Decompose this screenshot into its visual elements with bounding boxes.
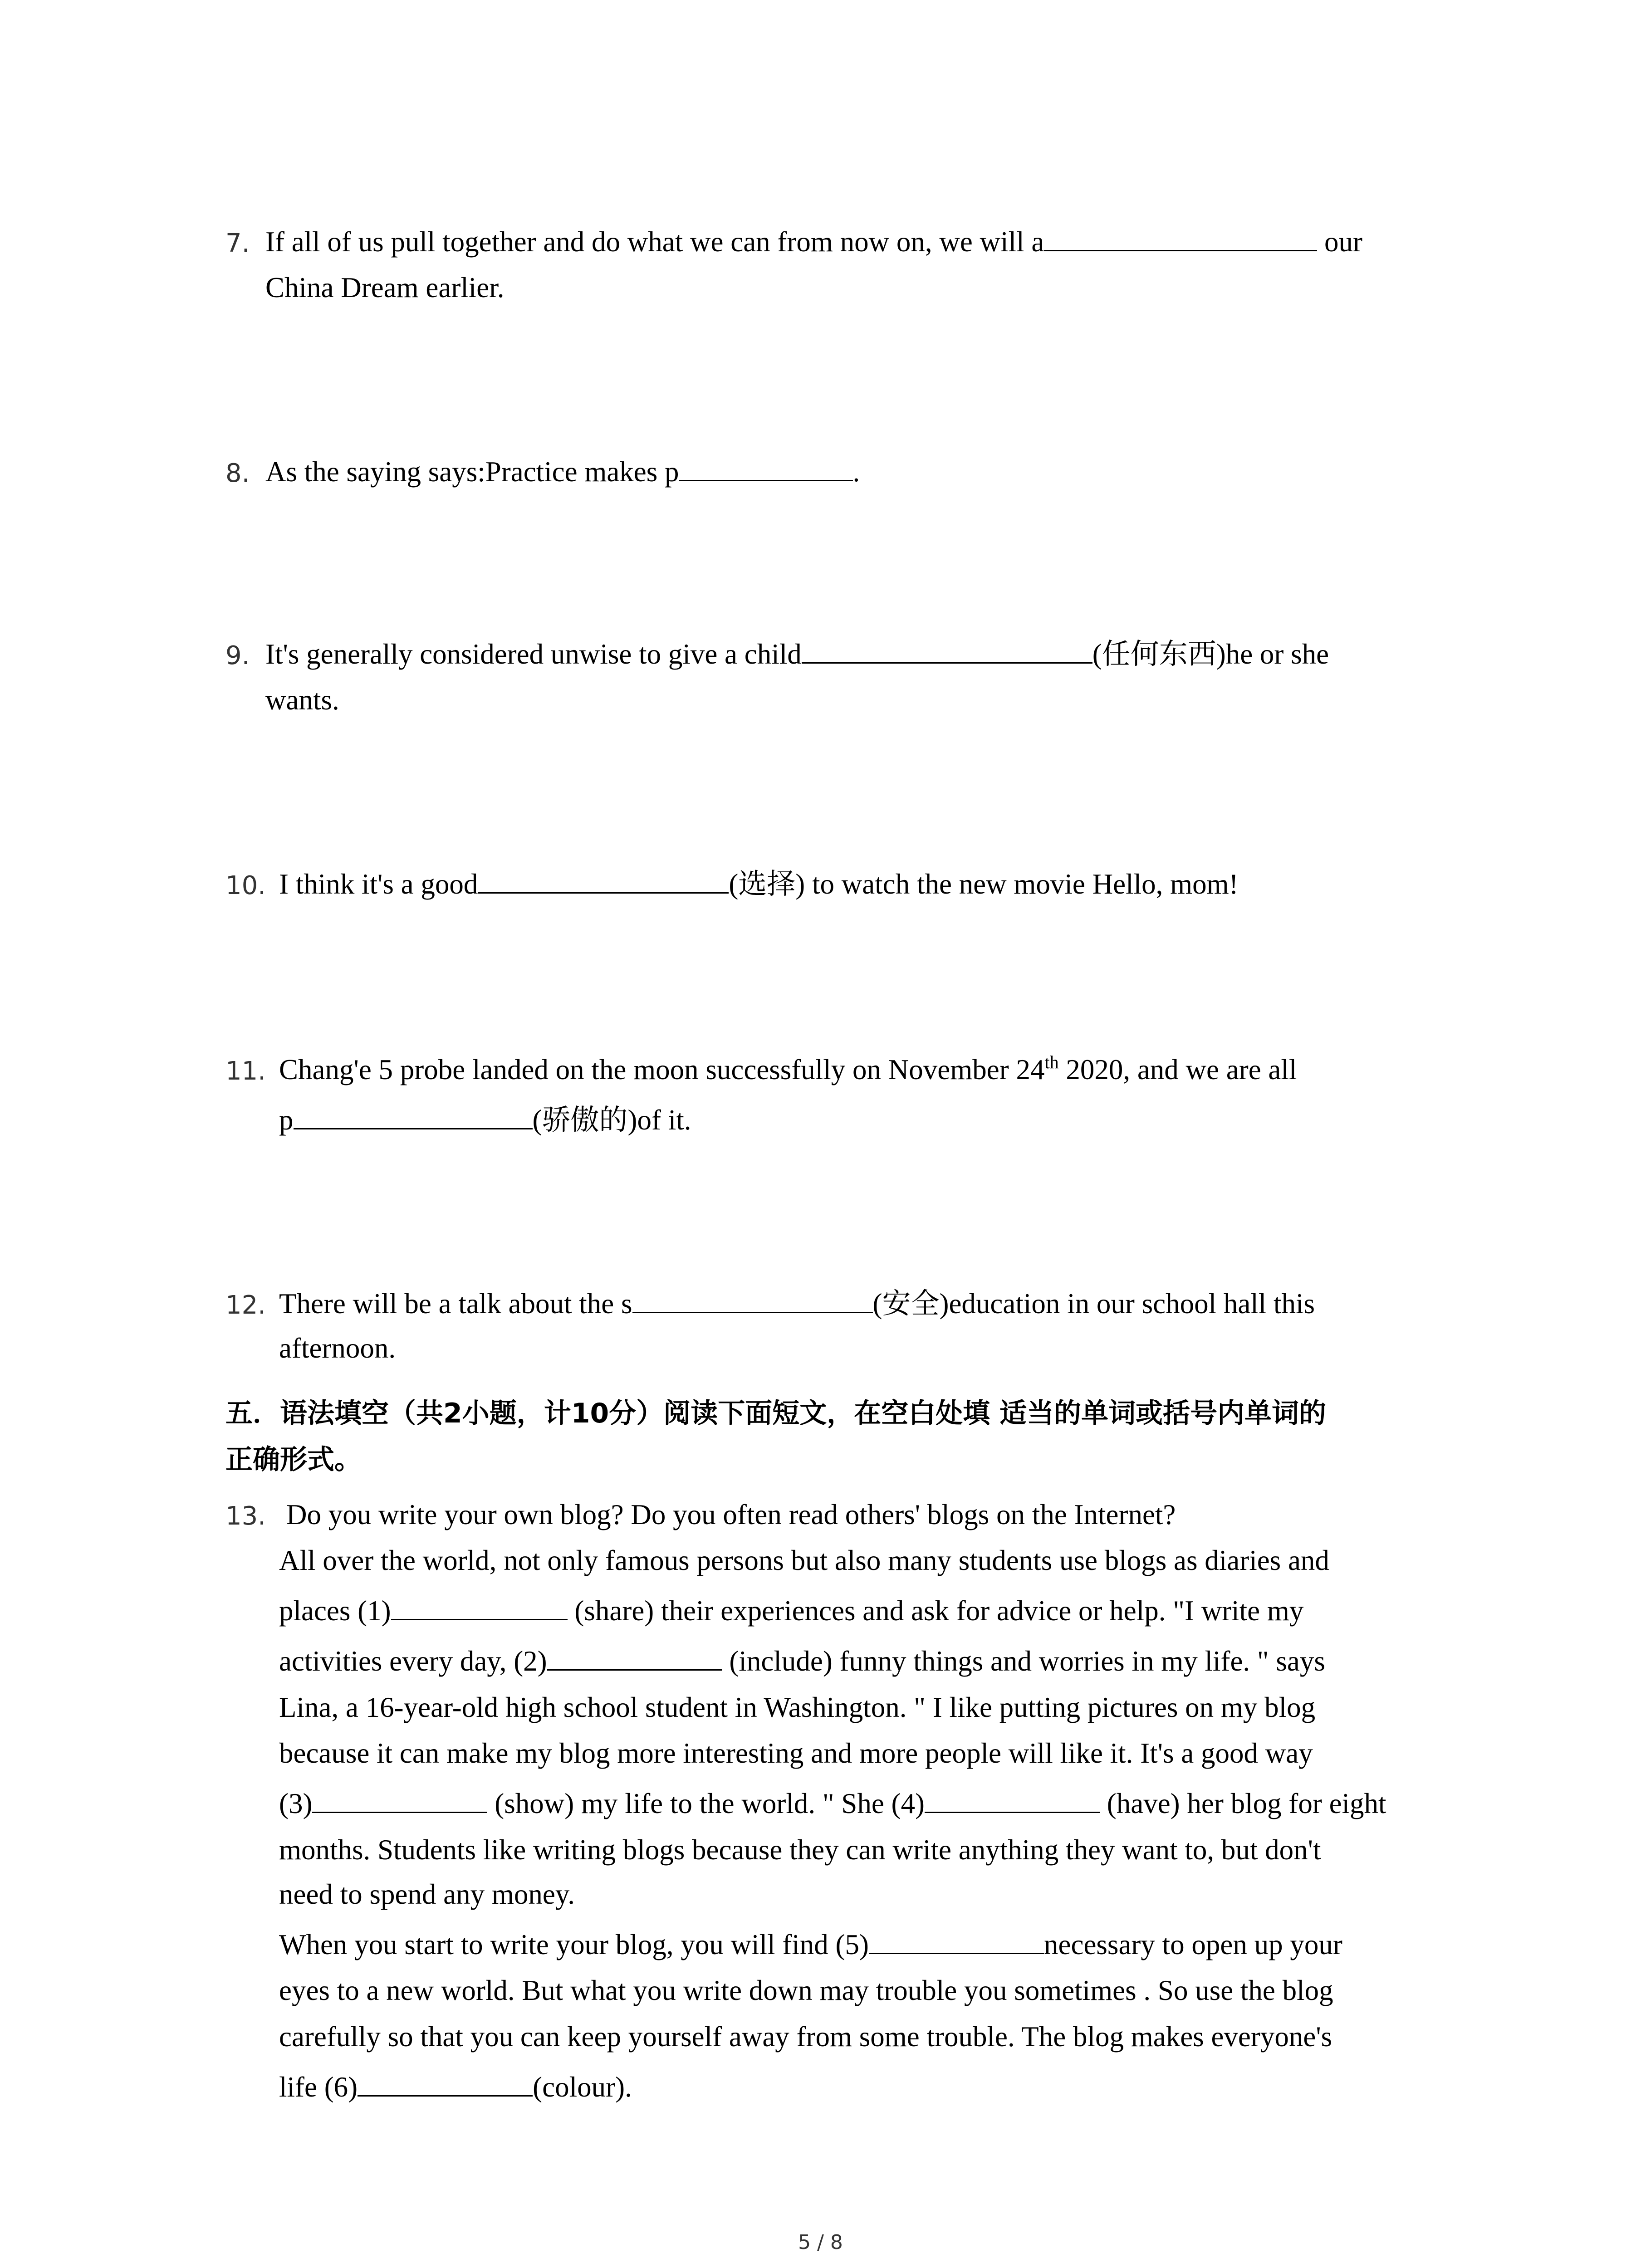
- question-11-text-after: 2020, and we are all: [1058, 1054, 1297, 1085]
- page-number: 5 / 8: [798, 2231, 843, 2254]
- passage-text: (have) her blog for eight: [1100, 1788, 1386, 1819]
- answer-blank-4: [925, 1812, 1100, 1813]
- passage-text: When you start to write your blog, you will find (5): [279, 1929, 869, 1960]
- section-heading: 五．语法填空（共2小题，计10分）阅读下面短文，在空白处填 适当的单词或括号内单词的: [225, 1398, 1327, 1429]
- answer-blank: [1044, 250, 1317, 251]
- question-9-number: 9.: [225, 641, 250, 670]
- passage-text: (show) my life to the world. " She (4): [487, 1788, 925, 1819]
- passage-line: eyes to a new world. But what you write down may trouble you sometimes . So use the blog: [279, 1975, 1333, 2006]
- passage-line: [279, 2073, 632, 2102]
- question-11-line-2-before: p: [279, 1104, 294, 1136]
- answer-blank-2: [547, 1669, 722, 1671]
- answer-blank-6: [358, 2095, 533, 2097]
- passage-text: necessary to open up your: [1044, 1929, 1342, 1960]
- question-9-text: It's generally considered unwise to give a child: [265, 638, 802, 670]
- answer-blank-3: [312, 1812, 487, 1813]
- question-12-text-after: (安全)education in our school hall this: [872, 1288, 1315, 1320]
- question-7-line-1: [265, 228, 1362, 256]
- passage-text: (include) funny things and worries in my life. " says: [722, 1645, 1325, 1677]
- answer-blank: [632, 1312, 873, 1313]
- question-11-line-2-after: (骄傲的)of it.: [532, 1104, 691, 1136]
- question-9-line-1: [265, 640, 1329, 669]
- question-7-text-after: our: [1317, 226, 1363, 258]
- passage-text: (colour).: [533, 2071, 632, 2103]
- answer-blank-5: [869, 1953, 1044, 1954]
- question-7-number: 7.: [225, 229, 250, 258]
- question-8-line-1: [265, 458, 860, 486]
- passage-line: [279, 1789, 1386, 1818]
- passage-line: All over the world, not only famous persons but also many students use blogs as diaries and: [279, 1545, 1329, 1576]
- answer-blank: [478, 892, 729, 894]
- question-8-text-after: .: [852, 456, 860, 488]
- section-heading-line-2: 正确形式。: [225, 1444, 362, 1476]
- question-8-number: 8.: [225, 459, 250, 488]
- question-9-line-2: wants.: [265, 684, 339, 716]
- passage-line: [279, 1647, 1325, 1676]
- question-12-number: 12.: [225, 1290, 266, 1320]
- question-9-text-after: (任何东西)he or she: [1092, 638, 1329, 670]
- question-12-line-1: [279, 1290, 1315, 1318]
- question-12-line-2: afternoon.: [279, 1332, 396, 1364]
- question-13-intro: Do you write your own blog? Do you often read others' blogs on the Internet?: [286, 1499, 1176, 1530]
- question-10-line-1: [279, 870, 1239, 899]
- question-7-line-2: China Dream earlier.: [265, 272, 505, 303]
- answer-blank: [679, 480, 853, 481]
- passage-line: [279, 1931, 1342, 1959]
- passage-line: carefully so that you can keep yourself away from some trouble. The blog makes everyone's: [279, 2021, 1332, 2053]
- passage-text: (share) their experiences and ask for advice or help. "I write my: [567, 1595, 1304, 1627]
- question-11-number: 11.: [225, 1056, 266, 1086]
- question-12-text: There will be a talk about the s: [279, 1288, 632, 1320]
- ordinal-superscript: th: [1044, 1052, 1059, 1072]
- passage-line: Lina, a 16-year-old high school student in Washington. " I like putting pictures on my blog: [279, 1691, 1316, 1723]
- question-10-number: 10.: [225, 871, 266, 900]
- passage-line: need to spend any money.: [279, 1878, 575, 1910]
- question-13-number: 13.: [225, 1501, 266, 1531]
- question-11-text: Chang'e 5 probe landed on the moon successfully on November 24: [279, 1054, 1045, 1085]
- passage-line: because it can make my blog more interesting and more people will like it. It's a good way: [279, 1737, 1313, 1769]
- question-7-text: If all of us pull together and do what we can from now on, we will a: [265, 226, 1044, 258]
- answer-blank-1: [391, 1619, 568, 1620]
- passage-text: life (6): [279, 2071, 358, 2103]
- question-11-line-1: [279, 1052, 1297, 1085]
- question-11-line-2: [279, 1106, 691, 1134]
- passage-text: (3): [279, 1788, 313, 1819]
- answer-blank: [802, 662, 1092, 664]
- answer-blank: [294, 1128, 533, 1129]
- passage-text: places (1): [279, 1595, 391, 1627]
- question-8-text: As the saying says:Practice makes p: [265, 456, 679, 488]
- passage-text: activities every day, (2): [279, 1645, 547, 1677]
- passage-line: months. Students like writing blogs because they can write anything they want to, but don't: [279, 1834, 1321, 1866]
- question-10-text: I think it's a good: [279, 868, 478, 900]
- passage-line: [279, 1597, 1303, 1625]
- question-10-text-after: (选择) to watch the new movie Hello, mom!: [729, 868, 1239, 900]
